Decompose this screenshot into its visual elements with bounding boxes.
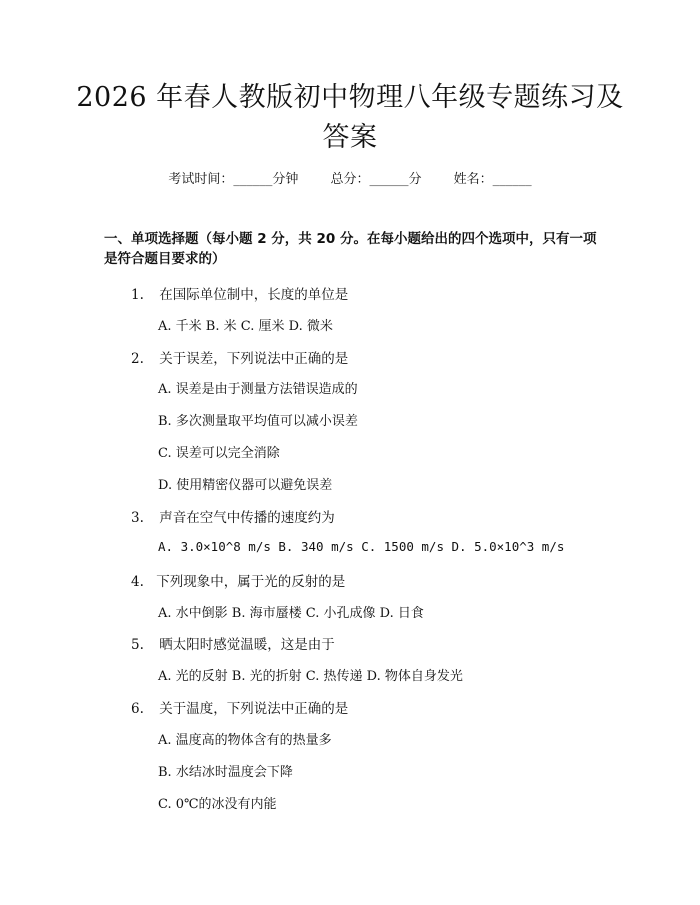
question-text: 在国际单位制中，长度的单位是	[159, 287, 349, 303]
exam-meta	[0, 168, 700, 187]
option-b: B. 水结冰时温度会下降	[158, 765, 293, 780]
name-field: 姓名：______	[453, 172, 532, 187]
option-d: D. 使用精密仪器可以避免误差	[158, 478, 333, 493]
question-text: 晒太阳时感觉温暖，这是由于	[159, 637, 335, 653]
question-number: 2.	[131, 351, 144, 367]
question-number: 3.	[131, 510, 144, 526]
question	[131, 697, 348, 717]
option-c: C. 0℃的冰没有内能	[158, 797, 277, 812]
question	[131, 347, 348, 367]
option-a: A. 温度高的物体含有的热量多	[158, 733, 332, 748]
option-c: C. 误差可以完全消除	[158, 446, 280, 461]
exam-time-field: 考试时间：______分钟	[168, 172, 299, 187]
question	[131, 633, 335, 653]
option-b: B. 多次测量取平均值可以减小误差	[158, 414, 358, 429]
title-line-1: 2026 年春人教版初中物理八年级专题练习及	[76, 82, 624, 113]
question-number: 5.	[131, 637, 144, 653]
question	[131, 283, 348, 303]
question-text: 声音在空气中传播的速度约为	[159, 510, 335, 526]
question	[131, 506, 335, 526]
question-options: A. 3.0×10^8 m/s B. 340 m/s C. 1500 m/s D. 5.0×10^3 m/s	[158, 539, 565, 554]
question	[131, 570, 345, 590]
question-options: A. 千米 B. 米 C. 厘米 D. 微米	[158, 319, 333, 334]
title-line-2: 答案	[322, 122, 378, 153]
question-number: 1.	[131, 287, 144, 303]
document-title	[60, 78, 640, 158]
section-heading: 一、单项选择题（每小题 2 分，共 20 分。在每小题给出的四个选项中，只有一项是符合题目要求的）	[104, 231, 597, 267]
question-options: A. 水中倒影 B. 海市蜃楼 C. 小孔成像 D. 日食	[158, 606, 424, 621]
option-a: A. 误差是由于测量方法错误造成的	[158, 382, 358, 397]
question-text: 关于误差，下列说法中正确的是	[159, 351, 349, 367]
question-text: 下列现象中，属于光的反射的是	[156, 574, 346, 590]
total-score-field: 总分：______分	[330, 172, 422, 187]
question-number: 6.	[131, 701, 144, 717]
question-options: A. 光的反射 B. 光的折射 C. 热传递 D. 物体自身发光	[158, 669, 463, 684]
question-number: 4.	[131, 574, 144, 590]
question-text: 关于温度，下列说法中正确的是	[159, 701, 349, 717]
